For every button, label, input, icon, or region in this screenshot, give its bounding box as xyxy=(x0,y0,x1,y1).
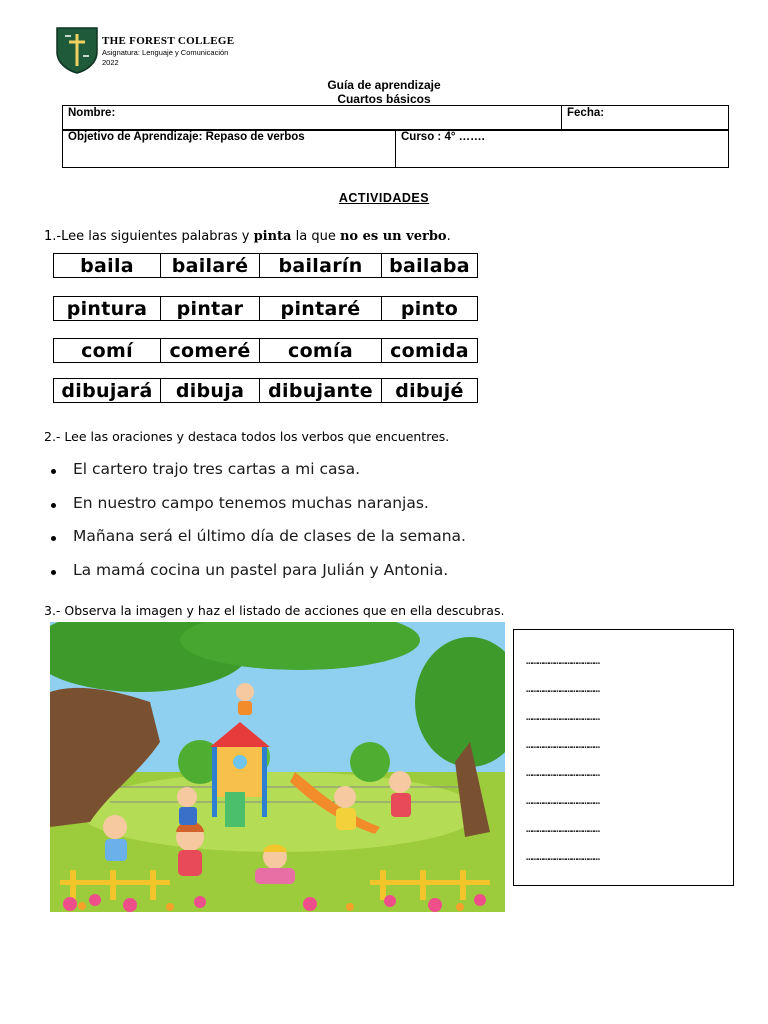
answer-line[interactable]: ………………………………… xyxy=(526,738,600,751)
date-field[interactable] xyxy=(562,106,729,131)
year-label: 2022 xyxy=(102,58,119,67)
title-line-2: Cuartos básicos xyxy=(337,92,431,106)
objective-label: Objetivo de Aprendizaje: Repaso de verbos xyxy=(68,131,305,143)
course-field[interactable] xyxy=(396,130,729,168)
word-cell[interactable]: pintura xyxy=(53,296,161,321)
playground-illustration xyxy=(50,622,505,912)
word-cell[interactable]: dibujé xyxy=(381,378,478,403)
word-cell[interactable]: bailaré xyxy=(160,253,260,278)
word-cell[interactable]: dibuja xyxy=(160,378,260,403)
word-cell[interactable]: comeré xyxy=(160,338,260,363)
word-cell[interactable]: dibujante xyxy=(259,378,382,403)
word-cell[interactable]: comida xyxy=(381,338,478,363)
sentence-list xyxy=(48,460,466,594)
objective-cell xyxy=(63,130,396,168)
title-line-1: Guía de aprendizaje xyxy=(327,78,441,92)
word-row-2 xyxy=(53,296,477,321)
word-cell[interactable]: dibujará xyxy=(53,378,161,403)
question-3-prompt: 3.- Observa la imagen y haz el listado de acciones que en ella descubras. xyxy=(44,603,505,618)
answer-line[interactable]: ………………………………… xyxy=(526,766,600,779)
answer-line[interactable]: ………………………………… xyxy=(526,794,600,807)
question-1-prompt: 1.-Lee las siguientes palabras y pinta la que no es un verbo. xyxy=(44,229,451,244)
answer-line[interactable]: ………………………………… xyxy=(526,850,600,863)
activities-heading: ACTIVIDADES xyxy=(338,191,430,205)
answer-line[interactable]: ………………………………… xyxy=(526,654,600,667)
word-cell[interactable]: comí xyxy=(53,338,161,363)
word-row-4 xyxy=(53,378,477,403)
answer-lines-box[interactable] xyxy=(513,629,734,886)
word-row-1 xyxy=(53,253,477,278)
word-row-3 xyxy=(53,338,477,363)
word-cell[interactable]: comía xyxy=(259,338,382,363)
school-crest-logo xyxy=(55,26,99,74)
objective-table xyxy=(62,129,729,168)
name-label: Nombre: xyxy=(68,107,116,119)
date-label: Fecha: xyxy=(567,107,605,119)
answer-line[interactable]: ………………………………… xyxy=(526,682,600,695)
sentence-item[interactable]: En nuestro campo tenemos muchas naranjas. xyxy=(48,494,466,528)
answer-line[interactable]: ………………………………… xyxy=(526,710,600,723)
name-field[interactable] xyxy=(63,106,562,131)
student-info-table xyxy=(62,105,729,131)
word-cell[interactable]: baila xyxy=(53,253,161,278)
school-name: THE FOREST COLLEGE xyxy=(102,35,235,47)
bullet-icon xyxy=(51,503,56,508)
document-title xyxy=(0,78,768,106)
word-cell[interactable]: pintar xyxy=(160,296,260,321)
bullet-icon xyxy=(51,536,56,541)
word-cell[interactable]: pinto xyxy=(381,296,478,321)
course-label: Curso : 4° ……. xyxy=(401,131,485,143)
word-cell[interactable]: bailarín xyxy=(259,253,382,278)
bullet-icon xyxy=(51,469,56,474)
bullet-icon xyxy=(51,570,56,575)
sentence-item[interactable]: Mañana será el último día de clases de la semana. xyxy=(48,527,466,561)
subject-label: Asignatura: Lenguaje y Comunicación xyxy=(102,48,229,57)
answer-line[interactable]: ………………………………… xyxy=(526,822,600,835)
sentence-item[interactable]: El cartero trajo tres cartas a mi casa. xyxy=(48,460,466,494)
word-cell[interactable]: bailaba xyxy=(381,253,478,278)
word-cell[interactable]: pintaré xyxy=(259,296,382,321)
sentence-item[interactable]: La mamá cocina un pastel para Julián y Antonia. xyxy=(48,561,466,595)
question-2-prompt: 2.- Lee las oraciones y destaca todos los verbos que encuentres. xyxy=(44,429,450,444)
school-subject-year xyxy=(102,48,228,68)
